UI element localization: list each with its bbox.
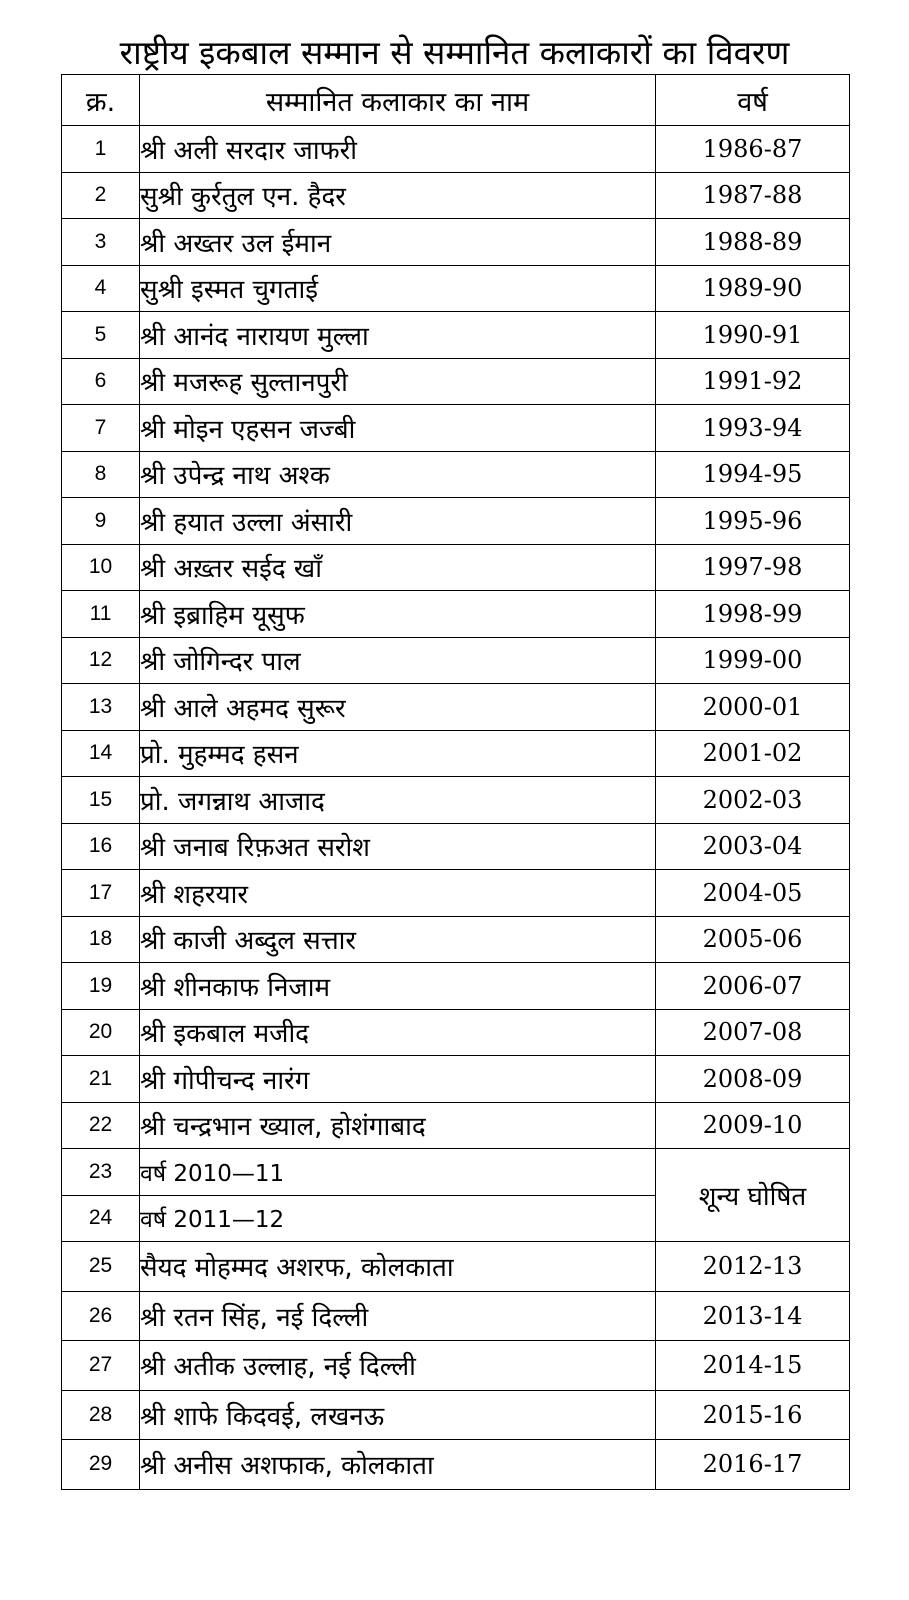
serial-number-cell: 16 — [62, 823, 140, 870]
serial-number-cell: 17 — [62, 870, 140, 917]
table-row — [62, 126, 850, 173]
serial-number-cell: 6 — [62, 358, 140, 405]
award-year-cell: 2012-13 — [656, 1242, 850, 1292]
award-year-cell: 2003-04 — [656, 823, 850, 870]
serial-number-cell: 9 — [62, 498, 140, 545]
serial-number-cell: 1 — [62, 126, 140, 173]
table-row — [62, 1102, 850, 1149]
serial-number-cell: 7 — [62, 405, 140, 452]
serial-number-cell: 19 — [62, 963, 140, 1010]
artist-name-cell: सुश्री कुर्रतुल एन. हैदर — [140, 172, 656, 219]
award-year-cell: 1987-88 — [656, 172, 850, 219]
award-year-cell: 1991-92 — [656, 358, 850, 405]
table-row — [62, 1341, 850, 1391]
artist-name-cell: श्री गोपीचन्द नारंग — [140, 1056, 656, 1103]
serial-number-cell: 5 — [62, 312, 140, 359]
artist-name-cell: श्री आले अहमद सुरूर — [140, 684, 656, 731]
table-row — [62, 777, 850, 824]
serial-number-cell: 25 — [62, 1242, 140, 1292]
serial-number-cell: 10 — [62, 544, 140, 591]
serial-number-cell: 20 — [62, 1009, 140, 1056]
table-row — [62, 1056, 850, 1103]
artist-name-cell: श्री शाफे किदवई, लखनऊ — [140, 1390, 656, 1440]
year-label-cell: वर्ष 2010—11 — [140, 1149, 656, 1196]
table-row — [62, 684, 850, 731]
serial-number-cell: 27 — [62, 1341, 140, 1391]
award-year-cell: 2014-15 — [656, 1341, 850, 1391]
award-year-cell: 2015-16 — [656, 1390, 850, 1440]
artist-name-cell: श्री काजी अब्दुल सत्तार — [140, 916, 656, 963]
serial-number-cell: 29 — [62, 1440, 140, 1490]
table-row — [62, 870, 850, 917]
table-row — [62, 1242, 850, 1292]
award-year-cell: 2008-09 — [656, 1056, 850, 1103]
column-header-year: वर्ष — [656, 75, 850, 126]
table-row — [62, 1291, 850, 1341]
serial-number-cell: 23 — [62, 1149, 140, 1196]
column-header-name: सम्मानित कलाकार का नाम — [140, 75, 656, 126]
award-year-cell: 2004-05 — [656, 870, 850, 917]
award-year-cell: 1999-00 — [656, 637, 850, 684]
serial-number-cell: 24 — [62, 1195, 140, 1242]
table-row — [62, 1440, 850, 1490]
artist-name-cell: श्री अतीक उल्लाह, नई दिल्ली — [140, 1341, 656, 1391]
award-year-cell: 1986-87 — [656, 126, 850, 173]
serial-number-cell: 4 — [62, 265, 140, 312]
table-row — [62, 544, 850, 591]
award-year-cell: 1989-90 — [656, 265, 850, 312]
serial-number-cell: 14 — [62, 730, 140, 777]
table-row — [62, 312, 850, 359]
artist-name-cell: श्री रतन सिंह, नई दिल्ली — [140, 1291, 656, 1341]
table-row — [62, 451, 850, 498]
award-year-cell: 2009-10 — [656, 1102, 850, 1149]
award-year-cell: 1998-99 — [656, 591, 850, 638]
artist-name-cell: श्री शीनकाफ निजाम — [140, 963, 656, 1010]
artist-name-cell: श्री इकबाल मजीद — [140, 1009, 656, 1056]
award-year-cell: 1993-94 — [656, 405, 850, 452]
artist-name-cell: श्री जनाब रिफ़अत सरोश — [140, 823, 656, 870]
serial-number-cell: 18 — [62, 916, 140, 963]
year-label-cell: वर्ष 2011—12 — [140, 1195, 656, 1242]
award-year-cell: 1988-89 — [656, 219, 850, 266]
column-header-serial: क्र. — [62, 75, 140, 126]
artist-name-cell: सुश्री इस्मत चुगताई — [140, 265, 656, 312]
table-row — [62, 823, 850, 870]
artist-name-cell: श्री शहरयार — [140, 870, 656, 917]
table-row — [62, 1149, 850, 1196]
serial-number-cell: 8 — [62, 451, 140, 498]
table-row — [62, 265, 850, 312]
artist-name-cell: श्री अख़्तर सईद खाँ — [140, 544, 656, 591]
award-year-cell: 2002-03 — [656, 777, 850, 824]
artist-name-cell: श्री जोगिन्दर पाल — [140, 637, 656, 684]
award-year-cell: 2006-07 — [656, 963, 850, 1010]
table-row — [62, 219, 850, 266]
award-year-cell: 1997-98 — [656, 544, 850, 591]
page-title: राष्ट्रीय इकबाल सम्मान से सम्मानित कलाकारों का विवरण — [119, 33, 790, 72]
artist-name-cell: श्री अख्तर उल ईमान — [140, 219, 656, 266]
serial-number-cell: 13 — [62, 684, 140, 731]
artist-name-cell: श्री मजरूह सुल्तानपुरी — [140, 358, 656, 405]
artist-name-cell: श्री उपेन्द्र नाथ अश्क — [140, 451, 656, 498]
award-year-cell: 2005-06 — [656, 916, 850, 963]
serial-number-cell: 3 — [62, 219, 140, 266]
serial-number-cell: 22 — [62, 1102, 140, 1149]
serial-number-cell: 21 — [62, 1056, 140, 1103]
table-header-row — [62, 75, 850, 126]
serial-number-cell: 2 — [62, 172, 140, 219]
table-row — [62, 498, 850, 545]
serial-number-cell: 28 — [62, 1390, 140, 1440]
serial-number-cell: 15 — [62, 777, 140, 824]
table-row — [62, 963, 850, 1010]
artist-name-cell: श्री इब्राहिम यूसुफ — [140, 591, 656, 638]
award-year-cell: 1995-96 — [656, 498, 850, 545]
serial-number-cell: 12 — [62, 637, 140, 684]
award-year-cell: 2007-08 — [656, 1009, 850, 1056]
award-year-cell: 1990-91 — [656, 312, 850, 359]
award-year-cell: 2013-14 — [656, 1291, 850, 1341]
artist-name-cell: श्री अली सरदार जाफरी — [140, 126, 656, 173]
table-row — [62, 358, 850, 405]
award-year-cell: 2016-17 — [656, 1440, 850, 1490]
artist-name-cell: प्रो. जगन्नाथ आजाद — [140, 777, 656, 824]
award-year-cell: 2000-01 — [656, 684, 850, 731]
serial-number-cell: 26 — [62, 1291, 140, 1341]
table-row — [62, 405, 850, 452]
table-row — [62, 916, 850, 963]
table-row — [62, 730, 850, 777]
award-year-cell: 1994-95 — [656, 451, 850, 498]
artist-name-cell: श्री हयात उल्ला अंसारी — [140, 498, 656, 545]
table-row — [62, 1390, 850, 1440]
artist-name-cell: श्री मोइन एहसन जज्बी — [140, 405, 656, 452]
table-row — [62, 1009, 850, 1056]
table-row — [62, 591, 850, 638]
declared-nil-cell: शून्य घोषित — [656, 1149, 850, 1242]
serial-number-cell: 11 — [62, 591, 140, 638]
artist-name-cell: श्री चन्द्रभान ख्याल, होशंगाबाद — [140, 1102, 656, 1149]
artist-name-cell: श्री अनीस अशफाक, कोलकाता — [140, 1440, 656, 1490]
award-year-cell: 2001-02 — [656, 730, 850, 777]
table-row — [62, 637, 850, 684]
artist-name-cell: श्री आनंद नारायण मुल्ला — [140, 312, 656, 359]
table-body — [62, 126, 850, 1490]
table-row — [62, 172, 850, 219]
awards-table — [61, 74, 850, 1490]
artist-name-cell: सैयद मोहम्मद अशरफ, कोलकाता — [140, 1242, 656, 1292]
artist-name-cell: प्रो. मुहम्मद हसन — [140, 730, 656, 777]
